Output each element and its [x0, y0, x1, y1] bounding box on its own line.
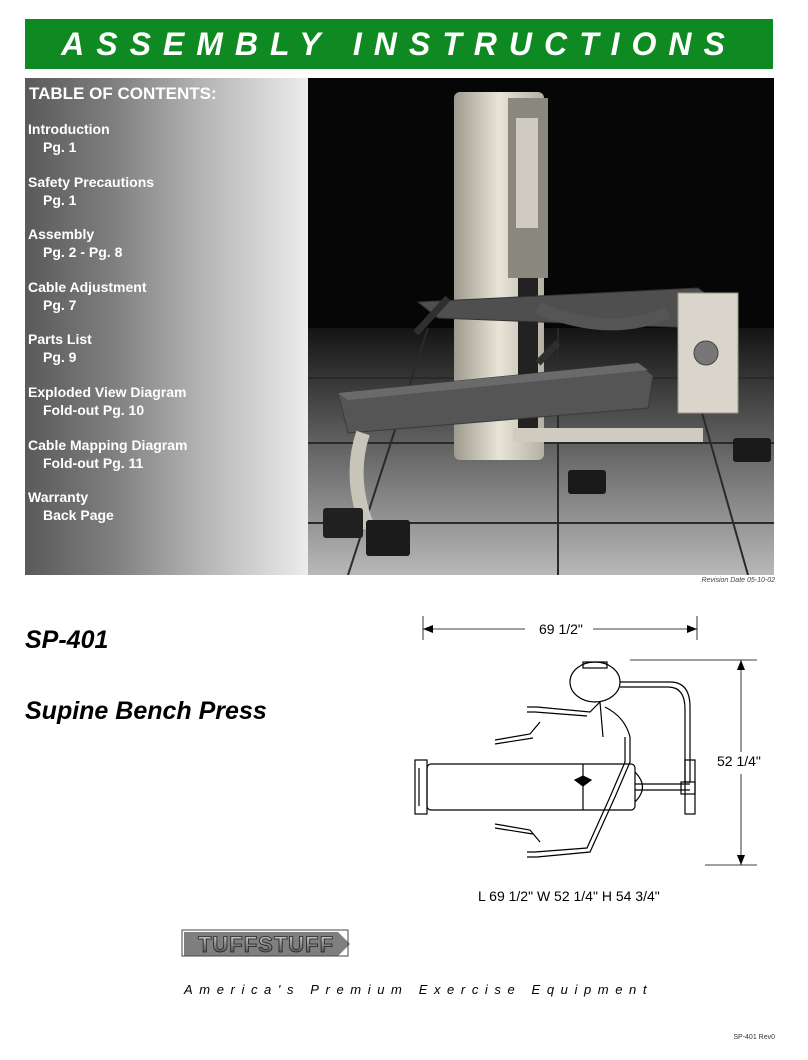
toc-item-name: Safety Precautions [28, 173, 155, 190]
overall-dimensions: L 69 1/2" W 52 1/4" H 54 3/4" [478, 888, 660, 904]
toc-item-page: Pg. 2 - Pg. 8 [43, 244, 123, 261]
toc-item [28, 225, 187, 278]
toc-title: TABLE OF CONTENTS: [29, 84, 217, 103]
toc-item-name: Cable Mapping Diagram [28, 436, 188, 453]
toc-item-page: Back Page [43, 507, 114, 524]
revision-date: Revision Date 05-10-02 [701, 577, 775, 584]
toc-list [28, 120, 187, 541]
document-revision: SP-401 Rev0 [733, 1034, 775, 1041]
toc-item-name: Introduction [28, 121, 110, 137]
brand-tagline: America's Premium Exercise Equipment [184, 982, 654, 997]
top-view-diagram [405, 612, 795, 877]
toc-item-page: Fold-out Pg. 10 [43, 401, 145, 418]
toc-item [28, 330, 187, 383]
toc-item-page: Pg. 1 [43, 191, 77, 208]
toc-item-name: Assembly [28, 226, 95, 243]
model-number: SP-401 [25, 626, 109, 654]
product-photo [308, 78, 774, 575]
page-title: ASSEMBLY INSTRUCTIONS [61, 25, 737, 62]
table-of-contents [25, 78, 308, 575]
toc-item [28, 120, 187, 173]
toc-item [28, 383, 187, 436]
bench-press-illustration [308, 78, 774, 575]
width-dimension-label: 52 1/4" [717, 753, 761, 769]
toc-item-name: Exploded View Diagram [28, 383, 187, 400]
toc-item [28, 278, 187, 331]
toc-item [28, 436, 187, 489]
svg-text:TUFFSTUFF: TUFFSTUFF [197, 932, 335, 957]
toc-item-page: Pg. 1 [43, 139, 77, 155]
toc-item [28, 173, 187, 226]
product-name: Supine Bench Press [25, 697, 267, 725]
toc-item-page: Pg. 9 [43, 349, 77, 366]
toc-item-name: Cable Adjustment [28, 278, 147, 295]
header-banner [25, 19, 773, 69]
toc-item-name: Warranty [28, 489, 89, 506]
toc-item-name: Parts List [28, 331, 92, 348]
length-dimension-label: 69 1/2" [539, 621, 583, 637]
tuffstuff-logo-mark [178, 922, 354, 966]
toc-item-page: Fold-out Pg. 11 [43, 454, 144, 471]
toc-item-page: Pg. 7 [43, 296, 77, 313]
toc-item [28, 488, 187, 541]
top-view-drawing [405, 612, 795, 877]
tuffstuff-logo [178, 922, 354, 966]
